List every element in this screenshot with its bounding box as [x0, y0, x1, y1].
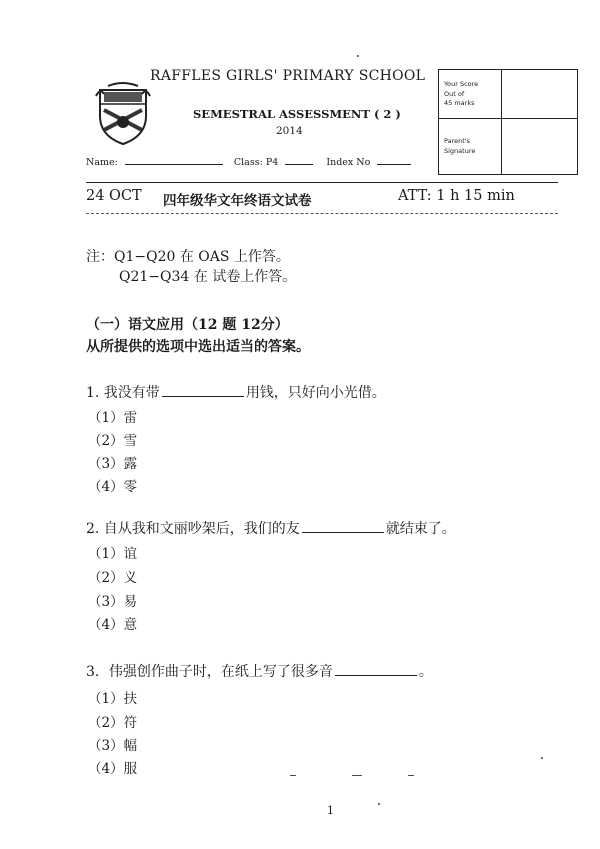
section-title: （一）语文应用（12 题 12分）: [86, 317, 289, 333]
q2-option-1[interactable]: （1）谊: [88, 546, 138, 562]
scan-speck: [290, 775, 296, 776]
q1-option-3[interactable]: （3）露: [88, 456, 138, 472]
scan-speck: [408, 775, 414, 776]
score-field[interactable]: [503, 71, 576, 116]
student-info-line: [86, 156, 415, 168]
school-name: RAFFLES GIRLS' PRIMARY SCHOOL: [150, 68, 426, 84]
title-divider: [86, 213, 558, 214]
q3-option-4[interactable]: （4）服: [88, 761, 138, 777]
scan-speck: [378, 803, 380, 805]
question-2-blank[interactable]: [302, 518, 384, 533]
parent-signature-field[interactable]: [503, 120, 576, 173]
name-field[interactable]: [125, 156, 223, 165]
note-line-1: 注：Q1−Q20 在 OAS 上作答。: [86, 249, 290, 265]
class-label: Class: P4: [233, 157, 279, 168]
assessment-title: SEMESTRAL ASSESSMENT ( 2 ): [193, 107, 401, 121]
school-crest-logo: [94, 82, 152, 146]
q3-option-1[interactable]: （1）扶: [88, 691, 138, 707]
class-field[interactable]: [285, 156, 313, 165]
scan-speck: [357, 55, 359, 57]
exam-date: 24 OCT: [86, 188, 142, 204]
parent-signature-label: Parent's Signature: [444, 137, 476, 155]
exam-title: 四年级华文年终语文试卷: [163, 193, 312, 209]
q1-option-1[interactable]: （1）雷: [88, 410, 138, 426]
q2-option-4[interactable]: （4）意: [88, 617, 138, 633]
index-field[interactable]: [377, 156, 411, 165]
note-line-2: Q21−Q34 在 试卷上作答。: [119, 269, 297, 285]
section-instruction: 从所提供的选项中选出适当的答案。: [86, 339, 310, 355]
q2-option-3[interactable]: （3）易: [88, 594, 138, 610]
question-1-blank[interactable]: [162, 382, 244, 397]
exam-duration: ATT: 1 h 15 min: [398, 188, 515, 204]
q1-option-4[interactable]: （4）零: [88, 479, 138, 495]
question-3-blank[interactable]: [335, 661, 417, 676]
q1-option-2[interactable]: （2）雪: [88, 433, 138, 449]
q2-option-2[interactable]: （2）义: [88, 570, 138, 586]
score-label: Your Score Out of 45 marks: [444, 80, 479, 107]
page-number: 1: [327, 804, 334, 817]
q3-option-3[interactable]: （3）幅: [88, 738, 138, 754]
header-divider: [86, 182, 558, 183]
question-2: 2. 自从我和文丽吵架后，我们的友 就结束了。: [86, 518, 456, 538]
assessment-year: 2014: [276, 125, 303, 137]
question-1: 1. 我没有带 用钱，只好向小光借。: [86, 382, 386, 402]
scan-speck: [352, 775, 362, 776]
question-3: 3．伟强创作曲子时，在纸上写了很多音 。: [86, 661, 433, 681]
name-label: Name:: [86, 157, 118, 168]
score-box: [438, 69, 578, 175]
scan-speck: [541, 757, 543, 759]
index-label: Index No: [326, 157, 371, 168]
q3-option-2[interactable]: （2）符: [88, 715, 138, 731]
